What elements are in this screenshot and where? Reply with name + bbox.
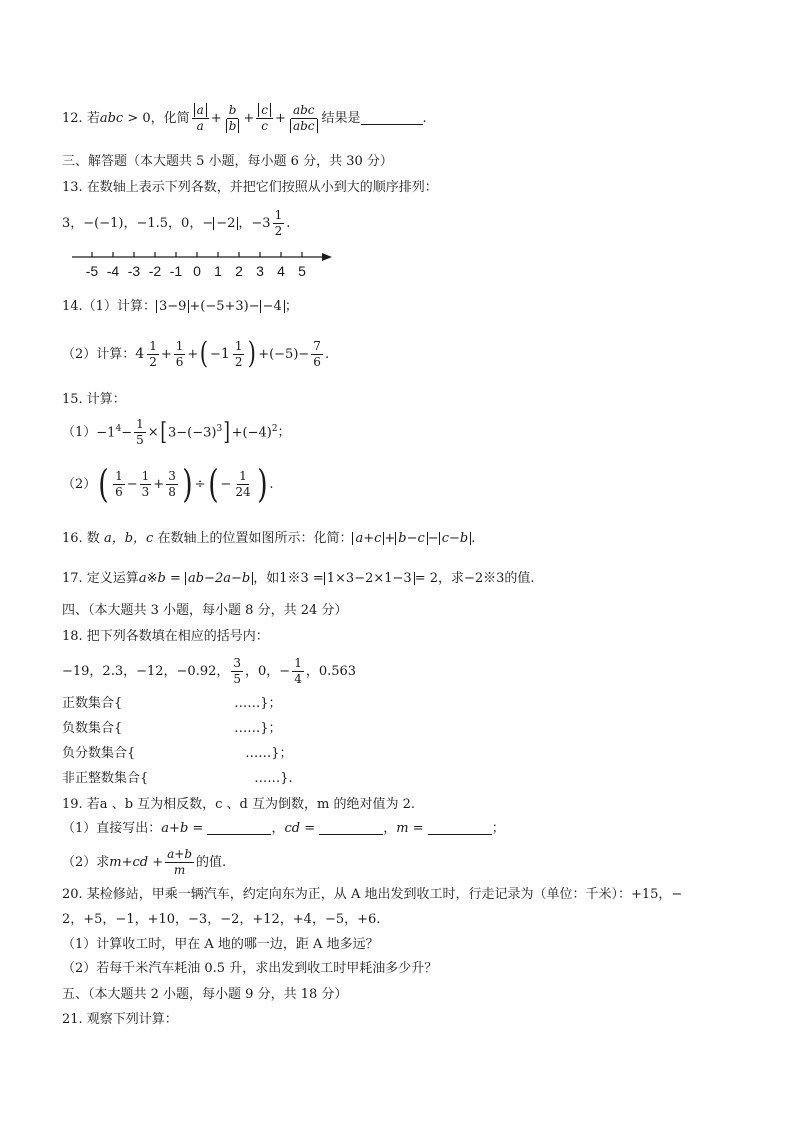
q13-numbers: 3，− (−1) ，−1.5，0，− −2 ，−3 $\frac{1}{2}$ . — [62, 207, 291, 238]
q20-line1: 20. 某检修站，甲乘一辆汽车，约定向东为正，从 A 地出发到收工时，行走记录为（单位：千米）：+15，− — [62, 887, 683, 902]
q12-simplify: > 0，化简 — [127, 110, 190, 126]
question-19-2: （2）求 m + cd + $\frac{a+b}{m}$ 的值. — [62, 846, 227, 877]
question-20-1 — [62, 938, 754, 951]
sec3-title-text: 三、解答题（本大题共 5 小题，每小题 6 分，共 30 分） — [62, 154, 393, 169]
number-line-svg — [70, 250, 340, 280]
q12-frac-a: $\frac{a}{a}$ — [192, 104, 209, 132]
number-line-label: 3 — [256, 263, 264, 279]
q17-example: ，如1※3 = — [253, 570, 324, 586]
question-20-line1 — [62, 888, 754, 901]
q12-result: 结果是 — [321, 110, 361, 126]
number-line-label: 1 — [214, 263, 222, 279]
q12-condition: abc — [99, 110, 124, 126]
sec5-title-text: 五、（本大题共 2 小题，每小题 9 分，共 18 分） — [62, 987, 348, 1002]
question-16: 16. 数 a，b，c 在数轴上的位置如图所示：化简： a+c + b−c − c−b . — [62, 530, 476, 546]
q13-numbers-c: ，−3 — [238, 215, 271, 231]
set-non-positive-integer — [62, 772, 754, 785]
q15-title: 15. 计算： — [62, 392, 126, 407]
q15-p2-label: （2） — [62, 476, 97, 492]
q12-end: . — [422, 110, 427, 126]
q13-numbers-a: 3，− — [62, 215, 95, 231]
q16-rest: 在数轴上的位置如图所示：化简： — [157, 530, 353, 546]
q16-text: 16. 数 — [62, 530, 100, 546]
question-18 — [62, 630, 754, 643]
number-line-label: -5 — [85, 263, 99, 279]
set-negative-label: 负数集合{ — [62, 721, 123, 736]
question-15 — [62, 393, 754, 406]
q14-p1-label: 14.（1）计算： — [62, 298, 156, 314]
q19-text: 19. 若a 、b 互为相反数，c 、d 互为倒数，m 的绝对值为 2. — [62, 797, 416, 812]
q12-frac-c: $\frac{c}{c}$ — [256, 104, 273, 132]
q12-frac-b: $\frac{b}{b}$ — [224, 104, 242, 132]
arrow-right-icon — [322, 253, 332, 261]
section-5-title — [62, 988, 754, 1001]
number-line-label: -1 — [169, 263, 183, 279]
set-negative-fraction-label: 负分数集合{ — [62, 746, 136, 761]
number-line-label: -2 — [148, 263, 162, 279]
q19-p2-label: （2）求 — [62, 854, 110, 870]
set-non-positive-integer-label: 非正整数集合{ — [62, 771, 149, 786]
number-line-label: -3 — [127, 263, 141, 279]
question-15-2: （2） ( $\frac{1}{6}$ − $\frac{1}{3}$ + $\frac{3}{8}$ ) ÷ ( − $\frac{1}{24}$ ) . — [62, 462, 274, 506]
q17-ask: = 2，求−2※3的值. — [414, 570, 535, 586]
q20-part2: （2）若每千米汽车耗油 0.5 升，求出发到收工时甲耗油多少升？ — [62, 961, 438, 976]
q19-p2-tail: 的值. — [196, 854, 227, 870]
number-line-label: 0 — [193, 263, 201, 279]
q18-nums-a: −19，2.3，−12，−0.92， — [62, 663, 230, 679]
question-12: 12. 若 abc > 0，化简 $\frac{a}{a}$ + $\frac{b}{b}$ + $\frac{c}{c}$ + $\frac{\text{abc}}{\text{abc}}$ 结果是 . — [62, 102, 427, 133]
set-positive-label: 正数集合{ — [62, 696, 123, 711]
question-14-1: 14.（1）计算： 3−9 +(−5+3)− −4 ； — [62, 298, 298, 314]
q18-numbers: −19，2.3，−12，−0.92， $\frac{3}{5}$ ，0，− $\frac{1}{4}$ ，0.563 — [62, 655, 357, 686]
set-negative — [62, 722, 754, 735]
set-positive — [62, 697, 754, 710]
question-17: 17. 定义运算 a ※ b = ab−2a−b ，如1※3 = 1×3−2×1−3 = 2，求−2※3的值. — [62, 570, 535, 586]
question-19 — [62, 798, 754, 811]
section-4-title — [62, 604, 754, 617]
number-line-label: -4 — [106, 263, 120, 279]
q15-p1-label: （1） — [62, 424, 97, 440]
q12-frac-abc: $\frac{\text{abc}}{\text{abc}}$ — [288, 104, 320, 132]
set-non-positive-integer-end: ……}. — [254, 771, 293, 786]
q19-p1-label: （1）直接写出： — [62, 821, 162, 836]
blank-cd — [319, 822, 383, 835]
set-positive-end: ……}； — [234, 696, 282, 711]
q12-number: 12. — [62, 110, 83, 126]
q18-nums-c: ，0.563 — [305, 663, 357, 679]
q13-numbers-b: ，−1.5，0，− — [123, 215, 214, 231]
set-negative-end: ……}； — [234, 721, 282, 736]
q12-answer-blank — [361, 112, 423, 125]
question-14-2: （2）计算： 4 $\frac{1}{2}$ + $\frac{1}{6}$ + ( − 1 $\frac{1}{2}$ ) +(−5)− $\frac{7}{6}$ . — [62, 336, 330, 371]
q17-text: 17. 定义运算 — [62, 570, 139, 586]
q13-frac-half: $\frac{1}{2}$ — [274, 207, 283, 238]
question-20-line2 — [62, 913, 754, 926]
question-13 — [62, 181, 754, 194]
q14-p2-label: （2）计算： — [62, 346, 136, 362]
sec4-title-text: 四、（本大题共 3 小题，每小题 8 分，共 24 分） — [62, 603, 348, 618]
question-21 — [62, 1013, 754, 1026]
set-negative-fraction-end: ……}； — [245, 746, 293, 761]
number-line-label: 4 — [277, 263, 285, 279]
q18-text: 18. 把下列各数填在相应的括号内： — [62, 629, 269, 644]
question-20-2 — [62, 962, 754, 975]
q12-lead: 若 — [86, 110, 100, 126]
question-15-1: （1） $-1^4-$ $\frac{1}{5}$ × [ $3-(-3)^3$ ] $+(-4)^2$ ； — [62, 416, 291, 447]
q13-text: 13. 在数轴上表示下列各数，并把它们按照从小到大的顺序排列： — [62, 180, 438, 195]
q21-text: 21. 观察下列计算： — [62, 1012, 178, 1027]
blank-m — [428, 822, 492, 835]
q20-part1: （1）计算收工时，甲在 A 地的哪一边，距 A 地多远？ — [62, 937, 379, 952]
set-negative-fraction — [62, 747, 754, 760]
number-line-label: 5 — [298, 263, 306, 279]
blank-a-plus-b — [207, 822, 271, 835]
q18-nums-b: ，0，− — [245, 663, 291, 679]
number-line — [70, 250, 340, 284]
question-19-1: （1）直接写出： a + b = ， cd = ， m = ； — [62, 821, 505, 836]
section-3-title — [62, 155, 754, 168]
q20-line2: 2，+5，−1，+10，−3，−2，+12，+4，−5，+6. — [62, 912, 381, 927]
number-line-label: 2 — [235, 263, 243, 279]
